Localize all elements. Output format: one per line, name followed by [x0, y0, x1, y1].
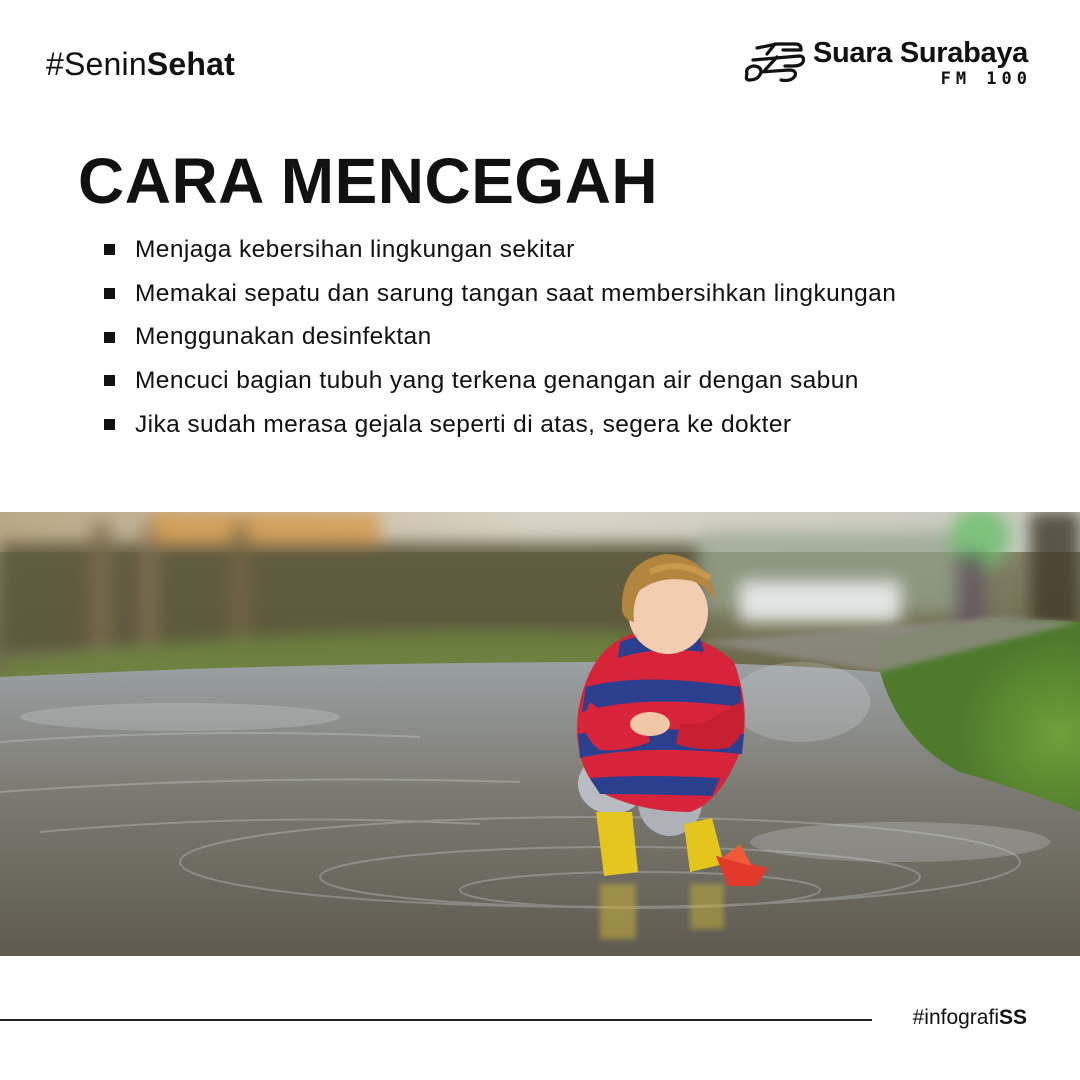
child-in-puddle-photo: [0, 512, 1080, 956]
brand-logo: [743, 36, 1032, 92]
footer-divider: [0, 1019, 872, 1021]
logo-text: [812, 36, 1032, 89]
logo-subtitle: FM 100: [940, 69, 1032, 89]
page-title: CARA MENCEGAH: [78, 145, 659, 217]
list-item-text: Menggunakan desinfektan: [135, 323, 432, 351]
list-item: [104, 403, 896, 447]
square-bullet-icon: [104, 419, 115, 430]
list-item: [104, 228, 896, 272]
square-bullet-icon: [104, 375, 115, 386]
list-item: [104, 272, 896, 316]
list-item-text: Mencuci bagian tubuh yang terkena genangan air dengan sabun: [135, 366, 859, 394]
list-item-text: Menjaga kebersihan lingkungan sekitar: [135, 235, 575, 263]
prevention-list: [104, 228, 896, 446]
hashtag-light-part: #Senin: [46, 46, 147, 82]
list-item-text: Memakai sepatu dan sarung tangan saat membersihkan lingkungan: [135, 279, 897, 307]
list-item-text: Jika sudah merasa gejala seperti di atas, segera ke dokter: [135, 410, 792, 438]
list-item: [104, 315, 896, 359]
square-bullet-icon: [104, 332, 115, 343]
square-bullet-icon: [104, 244, 115, 255]
footer-hashtag: [913, 1005, 1027, 1031]
footer-tag-bold: SS: [998, 1006, 1027, 1029]
music-note-icon: [743, 40, 807, 84]
logo-name: Suara Surabaya: [812, 37, 1028, 69]
campaign-hashtag: [46, 44, 235, 84]
footer-tag-light: #infografi: [912, 1006, 999, 1029]
list-item: [104, 359, 896, 403]
hashtag-bold-part: Sehat: [146, 46, 235, 82]
square-bullet-icon: [104, 288, 115, 299]
